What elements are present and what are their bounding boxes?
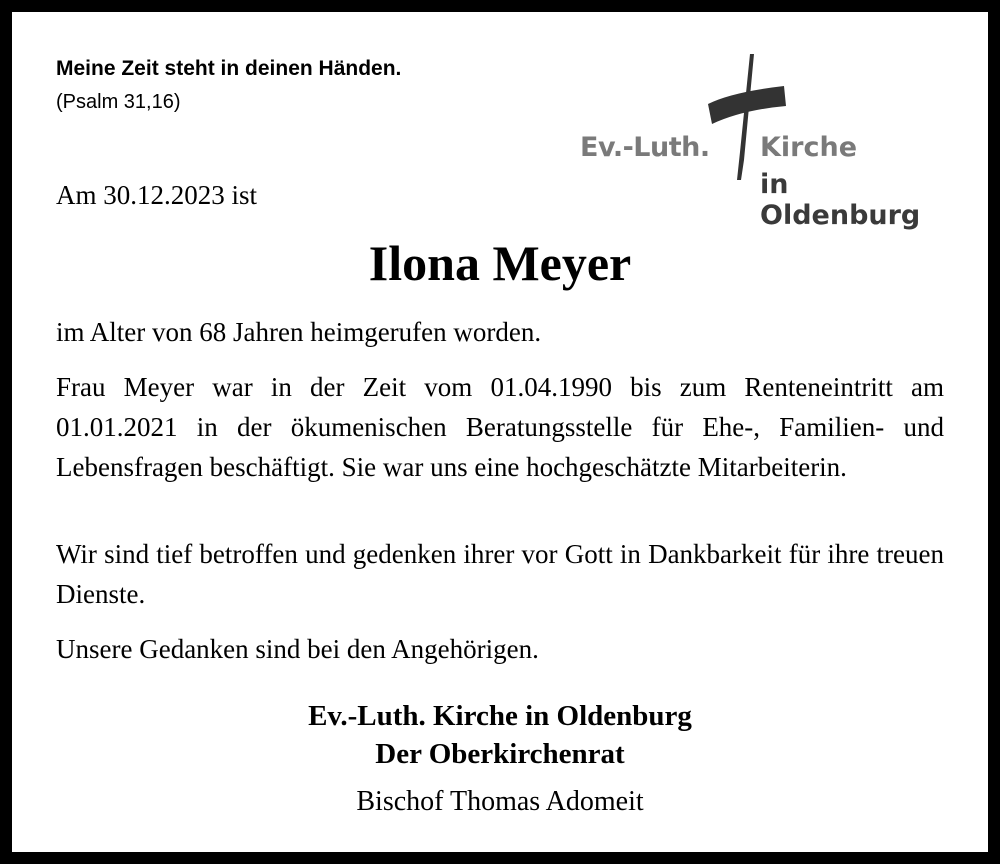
logo-text-oldenburg: in Oldenburg	[760, 169, 921, 231]
paragraph-condolences: Unsere Gedanken sind bei den Angehörigen.	[56, 634, 539, 664]
logo-text-kirche: Kirche	[760, 132, 858, 163]
signature-council: Der Oberkirchenrat	[375, 738, 625, 770]
age-line: im Alter von 68 Jahren heimgerufen worden.	[56, 317, 542, 347]
paragraph-employment: Frau Meyer war in der Zeit vom 01.04.1990 bis zum Renteneintritt am 01.01.2021 in der ökumenischen Beratungsstelle für Ehe-, Familien- und Lebensfragen beschäftigt. Sie war uns eine hochgeschätzte Mitarbeiterin.	[56, 372, 944, 482]
psalm-reference: (Psalm 31,16)	[56, 91, 181, 113]
church-logo	[572, 42, 952, 231]
deceased-name: Ilona Meyer	[368, 235, 632, 291]
motto-verse: Meine Zeit steht in deinen Händen.	[56, 57, 402, 80]
paragraph-gratitude: Wir sind tief betroffen und gedenken ihrer vor Gott in Dankbarkeit für ihre treuen Dienste.	[56, 539, 944, 609]
signature-organization: Ev.-Luth. Kirche in Oldenburg	[308, 700, 692, 732]
signature-signatory: Bischof Thomas Adomeit	[356, 786, 644, 817]
date-line: Am 30.12.2023 ist	[56, 180, 258, 210]
logo-text-left: Ev.-Luth.	[580, 132, 710, 163]
obituary-card	[12, 12, 988, 852]
